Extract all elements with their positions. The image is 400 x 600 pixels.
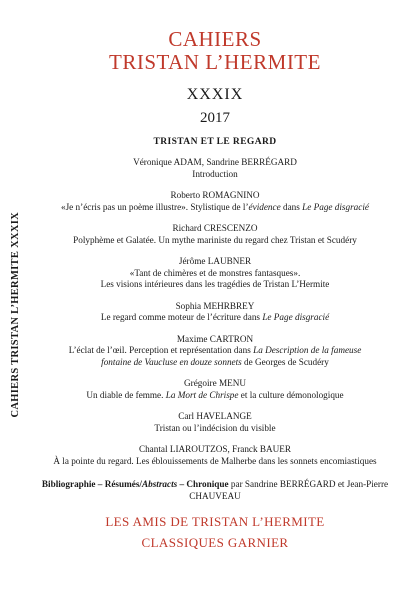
entry-author: Richard CRESCENZO [172,223,258,233]
toc-entry [30,444,400,467]
publication-year: 2017 [200,110,230,126]
toc-entry [30,301,400,324]
entry-author: Jérôme LAUBNER [178,256,252,266]
entry-title: «Je n’écris pas un poème illustre». Stylistique de l’évidence dans Le Page disgracié [61,201,369,212]
toc-entry [30,190,400,213]
bibliography-authors: par Sandrine BERRÉGARD et Jean-Pierre CHAUVEAU [189,479,389,501]
volume-number: XXXIX [186,86,244,103]
toc-entry [30,256,400,291]
entry-title: Polyphème et Galatée. Un mythe mariniste du regard chez Tristan et Scudéry [73,234,357,245]
entry-author: Grégoire MENU [184,378,246,388]
entry-author: Sophia MEHRBREY [175,300,255,311]
entry-title-line1: L’éclat de l’œil. Perception et représentation dans La Description de la fameuse [68,345,362,355]
society-name: LES AMIS DE TRISTAN L’HERMITE [105,514,325,529]
spine-text: CAHIERS TRISTAN L’HERMITE XXXIX [9,212,21,418]
toc-entry [30,157,400,180]
entry-title: Un diable de femme. La Mort de Chrispe et la culture démonologique [86,389,344,400]
spine-title [4,190,26,440]
entry-title-line1: «Tant de chimères et de monstres fantasques». [129,267,301,278]
entry-author: Véronique ADAM, Sandrine BERRÉGARD [133,157,297,167]
bibliography-heading: Bibliographie – Résumés/Abstracts – Chronique [41,479,229,489]
toc-entry [30,334,400,369]
entry-author: Chantal LIAROUTZOS, Franck BAUER [138,444,292,454]
publisher-name: CLASSIQUES GARNIER [141,535,289,550]
bibliography-section [30,479,400,502]
toc-entry [30,378,400,401]
journal-title-line2: TRISTAN L’HERMITE [109,50,321,74]
toc-entry [30,411,400,434]
entry-author: Carl HAVELANGE [178,411,252,421]
cover-content [30,0,400,600]
issue-theme: TRISTAN ET LE REGARD [153,137,277,147]
entry-title: Tristan ou l’indécision du visible [154,422,276,433]
entry-author: Maxime CARTRON [176,333,254,344]
toc-entry [30,223,400,246]
entry-title-line2: fontaine de Vaucluse en douze sonnets de Georges de Scudéry [101,356,329,367]
entry-title: Introduction [192,168,238,179]
entry-title: Le regard comme moteur de l’écriture dans Le Page disgracié [100,312,330,322]
entry-title-line2: Les visions intérieures dans les tragédies de Tristan L’Hermite [100,279,330,289]
journal-title-line1: CAHIERS [168,27,262,51]
entry-title: À la pointe du regard. Les éblouissements de Malherbe dans les sonnets encomiastiques [53,455,377,466]
entry-author: Roberto ROMAGNINO [170,190,260,200]
